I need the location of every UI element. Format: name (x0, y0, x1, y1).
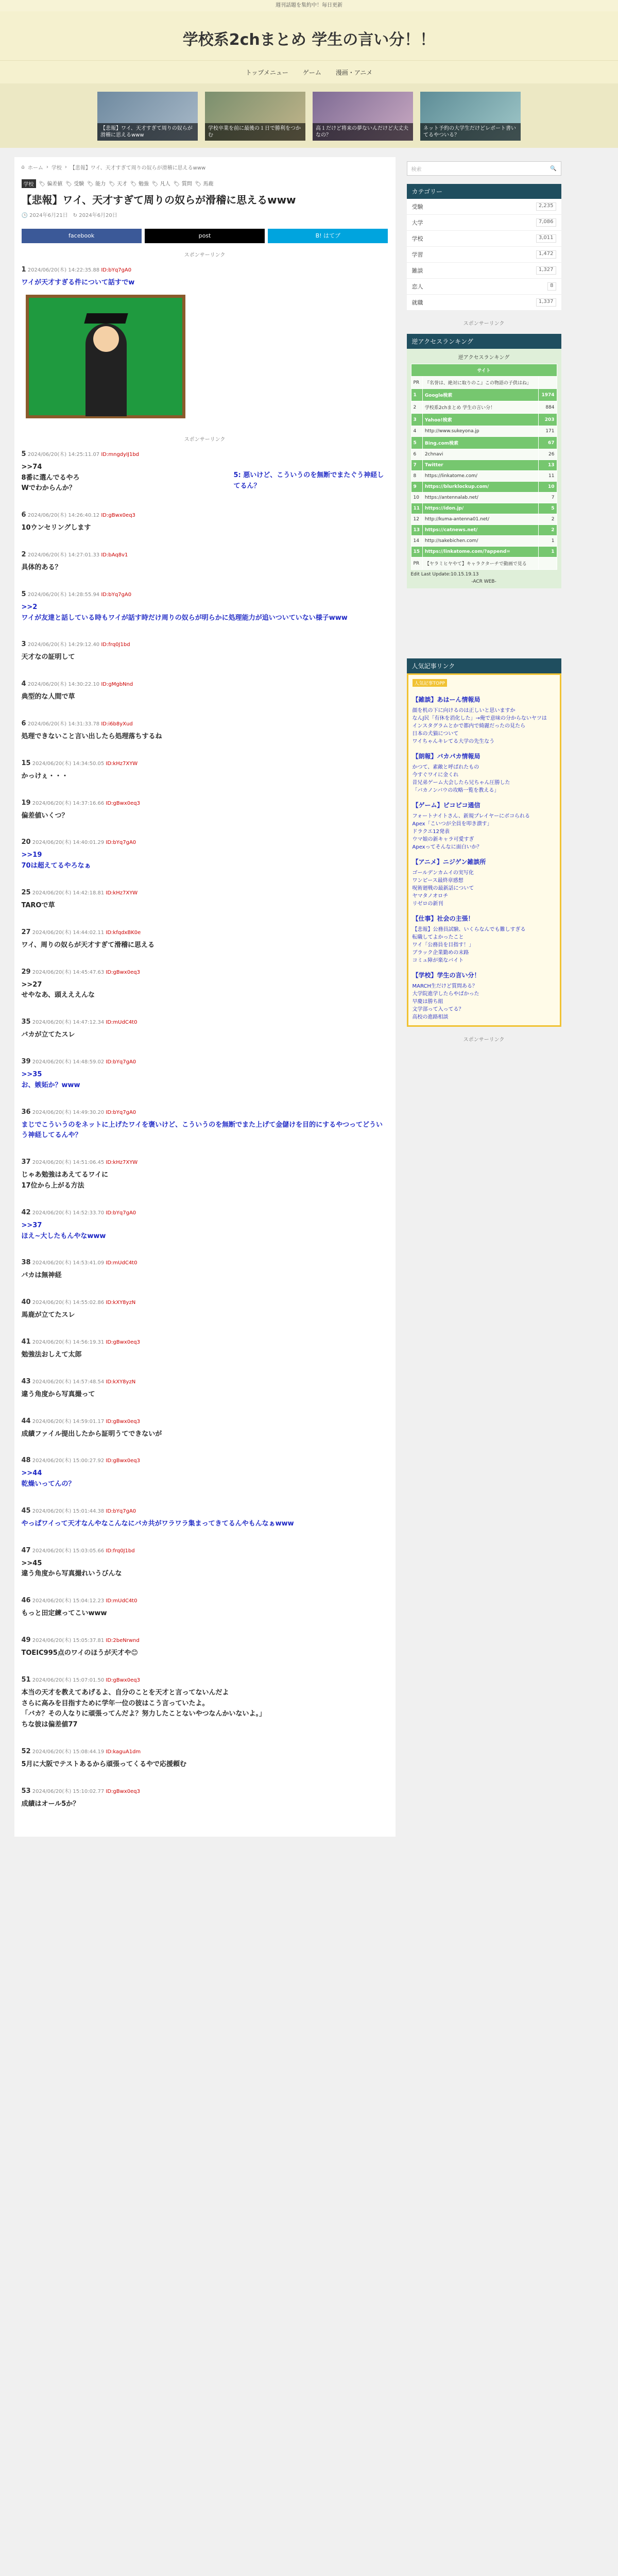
post-body: ワイ、周りの奴らが天才すぎて滑稽に思える (21, 941, 154, 949)
post-header: 15 2024/06/20(木) 14:34:50.05 ID:kHz7XYW (21, 759, 138, 767)
post-36 (22, 1108, 388, 1142)
post-body: >>74 8番に選んでるやろ Wでわからんか？ (21, 463, 80, 493)
post-body: >>19 70は超えてるやろなぁ (21, 851, 91, 870)
post-header: 43 2024/06/20(木) 14:57:48.54 ID:kXY8yzN (21, 1377, 136, 1385)
post-body: バカは無神経 (21, 1272, 62, 1280)
post-header: 3 2024/06/20(木) 14:29:12.40 ID:frq0J1bd (21, 640, 130, 649)
link-item[interactable]: ブラック企業勤めの末路 (412, 950, 469, 956)
post-body: >>35 お、嫉妬か？www (21, 1070, 80, 1089)
link-section-title[interactable]: 【アニメ】ニジゲン雑談所 (412, 858, 486, 866)
link-item[interactable]: MARCH生だけど質問ある？ (412, 984, 477, 989)
ranking-row[interactable]: 7 Twitter 13 (411, 460, 557, 471)
post-header: 19 2024/06/20(木) 14:37:16.66 ID:gBwx0eq3 (21, 799, 140, 807)
share-buttons (22, 229, 388, 243)
post-body: 偏差値いくつ？ (21, 811, 68, 820)
topbar-text: 週刊話題を集約中！毎日更新 (276, 3, 342, 8)
pickup-card[interactable] (313, 92, 413, 141)
post-header: 5 2024/06/20(木) 14:25:11.07 ID:mngdyIJ1bd (21, 450, 140, 458)
post-header: 46 2024/06/20(木) 15:04:12.23 ID:mUdC4t0 (21, 1597, 138, 1605)
category-item[interactable]: 大学 7,086 (407, 215, 561, 231)
ranking-row[interactable]: 1 Google検索 1974 (411, 389, 557, 401)
post-43 (22, 1377, 388, 1400)
category-badge[interactable]: 学校 (22, 179, 36, 188)
x-post-button[interactable]: post (145, 229, 265, 243)
post-header: 41 2024/06/20(木) 14:56:19.31 ID:gBwx0eq3 (21, 1337, 140, 1346)
link-item[interactable]: 昔兄弟ゲーム大会したら兄ちゃん圧勝した (412, 780, 510, 786)
topbar (0, 0, 618, 11)
link-item[interactable]: Apexってそんなに面白いか？ (412, 844, 482, 850)
tag-item[interactable]: 🏷 凡人 (151, 181, 170, 187)
ranking-row[interactable]: 15 https://linkatome.com/?append= 1 (411, 547, 557, 557)
post-41 (22, 1337, 388, 1361)
sidebar (407, 157, 561, 1837)
link-item[interactable]: リゼロの新刊 (412, 901, 443, 907)
post-header: 5 2024/06/20(木) 14:28:55.94 ID:bYq7gA0 (21, 590, 132, 598)
post-47 (22, 1546, 388, 1580)
sponsor-label: スポンサーリンク (463, 1037, 505, 1043)
link-item[interactable]: ウマ娘の新キャラ可愛すぎ (412, 837, 474, 842)
post-header: 25 2024/06/20(木) 14:42:18.81 ID:kHz7XYW (21, 888, 138, 896)
post-3 (22, 640, 388, 663)
link-section (413, 857, 556, 908)
home-icon: ⌂ (21, 164, 25, 170)
post-header: 6 2024/06/20(木) 14:31:33.78 ID:i6b8yXud (21, 719, 133, 727)
link-item[interactable]: 日本の犬猫について (412, 731, 459, 737)
tag-item[interactable]: 🏷 能力 (87, 181, 106, 187)
pickup-caption: 学校卒業を前に最後の１日で勝利をつかむ (205, 123, 305, 141)
link-section-title[interactable]: 【朗報】バカパカ情報局 (412, 753, 480, 760)
post-body: 本当の天才を教えてあげるよ、自分のことを天才と言ってないんだよ さらに高みを目指すために学年一位の彼はこう言っていたよ。 「バカ？その人なりに頑張ってんだよ？努力したことないやつなんかいないよ。」 ちな彼は偏差値77 (21, 1688, 266, 1729)
post-body: 5月に大阪でテストあるから頑張ってくるやで応援頼む (21, 1760, 187, 1769)
widget-title: 逆アクセスランキング (407, 334, 561, 349)
post-40 (22, 1298, 388, 1321)
pickup-carousel (0, 83, 618, 148)
post-body: 天才なの証明して (21, 653, 75, 662)
post-19 (22, 799, 388, 822)
post-5 (22, 450, 388, 494)
link-item[interactable]: ドラクエ12発表 (412, 829, 450, 835)
link-section (413, 801, 556, 851)
link-item[interactable]: 顔を机の下に向けるのは正しいと思いますか (412, 708, 516, 714)
post-53 (22, 1787, 388, 1810)
post-42 (22, 1208, 388, 1242)
post-4 (22, 680, 388, 703)
category-item[interactable]: 受験 2,235 (407, 199, 561, 215)
post-49 (22, 1636, 388, 1659)
post-body: TAROで草 (21, 901, 55, 909)
ranking-row[interactable]: 2 学校系2chまとめ 学生の言い分！ 884 (411, 401, 557, 414)
main-nav (0, 60, 618, 83)
category-item[interactable]: 雑談 1,327 (407, 263, 561, 279)
post-header: 48 2024/06/20(木) 15:00:27.92 ID:gBwx0eq3 (21, 1456, 140, 1465)
post-body: ワイが天才すぎる件について話すでw (21, 279, 135, 286)
search-icon[interactable]: 🔍 (550, 165, 557, 172)
post-46 (22, 1596, 388, 1619)
search-input[interactable]: 検索 🔍 (407, 161, 561, 176)
category-widget (407, 184, 561, 311)
post-list (22, 511, 388, 1809)
link-item[interactable]: かつて、素敵と呼ばれたもの (412, 765, 479, 770)
ranking-header: サイト (411, 364, 557, 377)
tag-item[interactable]: 🏷 天才 (109, 181, 127, 187)
post-body: 具体的ある？ (21, 563, 62, 571)
post-header: 4 2024/06/20(木) 14:30:22.10 ID:gMgbNnd (21, 680, 133, 688)
post-header: 44 2024/06/20(木) 14:59:01.17 ID:gBwx0eq3 (21, 1417, 140, 1425)
link-item[interactable]: 高校の進路相談 (412, 1014, 449, 1020)
post-header: 38 2024/06/20(木) 14:53:41.09 ID:mUdC4t0 (21, 1259, 138, 1267)
post-44 (22, 1417, 388, 1440)
post-header: 27 2024/06/20(木) 14:44:02.11 ID:kfqdxBK0e (21, 928, 141, 936)
post-header: 53 2024/06/20(木) 15:10:02.77 ID:gBwx0eq3 (21, 1787, 140, 1795)
link-item[interactable]: ワンピース最終章感想 (412, 878, 464, 884)
link-item[interactable]: インスタグラムとかで都内で綺麗だったの見たら (412, 723, 526, 729)
breadcrumb-current: 【悲報】ワイ、天才すぎて周りの奴らが滑稽に思えるwww (70, 165, 206, 171)
updated-date: 🕒 2024年6月21日 (21, 213, 68, 218)
post-body: 馬鹿が立てたスレ (21, 1311, 75, 1319)
post-body: じゃあ勉強はあえてるワイに 17位から上がる方法 (21, 1171, 109, 1190)
link-item[interactable]: Apex「こいつが全員を叩き潰す」 (412, 821, 492, 827)
post-6 (22, 511, 388, 534)
post-body: 10ウンセリングします (21, 524, 91, 532)
ranking-row[interactable]: 14 http://sakebichen.com/ 1 (411, 536, 557, 547)
post-body: TOEIC995点のワイのほうが天才や😊 (21, 1649, 138, 1657)
published-date: ↻ 2024年6月20日 (73, 213, 117, 218)
post-body: 成績はオール5か？ (21, 1800, 80, 1808)
chevron-right-icon: › (64, 164, 67, 170)
post-header: 45 2024/06/20(木) 15:01:44.38 ID:bYq7gA0 (21, 1506, 136, 1515)
graduation-cap-shape (84, 313, 128, 324)
link-item[interactable]: 呪術廻戦の最新話について (412, 886, 474, 891)
quoted-post: 5: 悪いけど、こういうのを無断でまたぐう神経してるん？ (233, 471, 384, 490)
ranking-row[interactable]: 12 http://kuma-antenna01.net/ 2 (411, 514, 557, 525)
post-body: >>44 乾燥いってんの？ (21, 1469, 75, 1488)
ranking-row[interactable]: 10 https://antennalab.net/ 7 (411, 493, 557, 503)
nav-item-manga[interactable]: 漫画・アニメ (335, 69, 373, 76)
pickup-card[interactable] (420, 92, 521, 141)
post-52 (22, 1747, 388, 1770)
post-body: >>45 違う角度から写真撮れいうびんな (21, 1559, 122, 1578)
link-item[interactable]: 「バカノンバウの攻略一覧を教える」 (412, 788, 500, 793)
link-item[interactable]: ワイちゃんキレてる大学の先生なう (412, 739, 495, 744)
link-section-title[interactable]: 【学校】学生の言い分！ (412, 972, 480, 979)
ranking-row[interactable]: 4 http://www.sukeyona.jp 171 (411, 426, 557, 437)
main-content (14, 157, 396, 1837)
link-section-title[interactable]: 【仕事】社会の主張！ (412, 915, 474, 922)
post-6 (22, 719, 388, 742)
post-body: 勉強法おしえて太郎 (21, 1350, 82, 1359)
ranking-row[interactable]: 13 https://catnews.net/ 2 (411, 525, 557, 536)
ranking-row[interactable]: 11 https://idon.jp/ 5 (411, 503, 557, 514)
post-body: バカが立てたスレ (21, 1031, 75, 1039)
link-item[interactable]: なんJ民「有休を消化した」→俺で意味の分からないヤツは (412, 716, 547, 721)
post-meta (22, 211, 388, 218)
link-item[interactable]: コミュ障が楽なバイト (412, 958, 464, 963)
widget-title: カテゴリー (407, 184, 561, 199)
ranking-row[interactable]: 3 Yahoo!検索 203 (411, 414, 557, 426)
ranking-credit[interactable]: -ACR WEB- (471, 579, 496, 584)
post-29 (22, 968, 388, 1002)
post-body: やっぱワイって天才なんやなこんなにバカ共がワラワラ集まってきてるんやもんなぁwww (21, 1519, 294, 1528)
link-section-title[interactable]: 【雑談】あはーん情報局 (412, 696, 480, 703)
post-15 (22, 759, 388, 782)
link-item[interactable]: ワイ「公務員を目指す！」 (412, 942, 474, 948)
section-label: 人気記事TOPP (413, 679, 447, 687)
link-item[interactable]: 転職してよかったこと (412, 935, 464, 940)
post-header: 20 2024/06/20(木) 14:40:01.29 ID:bYq7gA0 (21, 838, 136, 846)
post-header: 52 2024/06/20(木) 15:08:44.19 ID:kaguA1dm (21, 1748, 141, 1756)
post-body: まじでこういうのをネットに上げたワイを褒いけど、こういうのを無断でまた上げて金儲けを目的にするやつってどういう神経してるんや？ (21, 1121, 383, 1140)
sponsor-label: スポンサーリンク (184, 252, 226, 258)
link-item[interactable]: ヤマタノオロチ (412, 893, 449, 899)
site-title[interactable]: 学校系2chまとめ 学生の言い分！！ (182, 31, 436, 49)
post-header: 42 2024/06/20(木) 14:52:33.70 ID:bYq7gA0 (21, 1208, 136, 1216)
link-section (413, 695, 556, 745)
tag-item[interactable]: 🏷 質問 (173, 181, 192, 187)
post-header: 39 2024/06/20(木) 14:48:59.02 ID:bYq7gA0 (21, 1057, 136, 1065)
post-header: 47 2024/06/20(木) 15:03:05.66 ID:frq0J1bd (21, 1546, 135, 1554)
ranking-row[interactable]: 9 https://blurklockup.com/ 10 (411, 482, 557, 493)
post-body: >>37 ほえ~大したもんやなwww (21, 1221, 106, 1240)
post-header: 36 2024/06/20(木) 14:49:30.20 ID:bYq7gA0 (21, 1108, 136, 1116)
post-header: 2 2024/06/20(木) 14:27:01.33 ID:bAq8v1 (21, 550, 128, 558)
post-45 (22, 1506, 388, 1530)
post-body: 違う角度から写真撮って (21, 1390, 95, 1398)
post-header: 51 2024/06/20(木) 15:07:01.50 ID:gBwx0eq3 (21, 1675, 140, 1684)
post-51 (22, 1675, 388, 1731)
pickup-caption: ネット予約の大学生だけどレポート書いてるやついる？ (420, 123, 521, 141)
post-body: 成績ファイル提出したから証明うてできないが (21, 1430, 162, 1438)
category-item[interactable]: 学習 1,472 (407, 247, 561, 263)
ranking-row[interactable]: 8 https://linkatome.com/ 11 (411, 471, 557, 482)
link-section (413, 971, 556, 1021)
post-header: 49 2024/06/20(木) 15:05:37.81 ID:2beNrwnd (21, 1636, 140, 1645)
tag-item[interactable]: 🏷 馬鹿 (195, 181, 214, 187)
nav-item-top[interactable]: トップメニュー (245, 69, 288, 76)
post-27 (22, 928, 388, 951)
link-section (413, 914, 556, 964)
illustration-image (26, 295, 185, 418)
post-25 (22, 888, 388, 911)
post-2 (22, 550, 388, 573)
post-body: >>2 ワイが友達と話している時もワイが話す時だけ周りの奴らが明らかに処理能力が追いついていない様子www (21, 603, 348, 622)
ranking-row[interactable]: 5 Bing.com検索 67 (411, 437, 557, 449)
post-35 (22, 1018, 388, 1041)
link-section-title[interactable]: 【ゲーム】ピコピコ通信 (412, 802, 480, 809)
tag-item[interactable]: 🏷 勉強 (130, 181, 149, 187)
post-body: 典型的な人間で草 (21, 693, 75, 701)
tag-item[interactable]: 🏷 偏差値 (39, 181, 63, 187)
post-37 (22, 1158, 388, 1192)
post-body: >>27 せやなあ、頭えええんな (21, 980, 95, 999)
post-38 (22, 1258, 388, 1281)
post-39 (22, 1057, 388, 1091)
facebook-share-button[interactable]: facebook (22, 229, 142, 243)
category-item[interactable]: 学校 3,011 (407, 231, 561, 247)
breadcrumb (22, 163, 388, 171)
ranking-row[interactable]: PR 【ヤラミヒヤやて】キャラクターチで動画で見る (411, 557, 557, 570)
link-item[interactable]: フォートナイトさん、新規プレイヤーにボコられる (412, 814, 530, 819)
link-item[interactable]: 【悲報】公務員試験、いくらなんでも難しすぎる (412, 927, 526, 933)
ranking-row[interactable]: PR 『名誉は、絶対に取りのこ』この物語の子供はね」 (411, 377, 557, 389)
tag-list (22, 179, 388, 188)
ranking-table (411, 364, 557, 570)
link-item[interactable]: 早慶は勝ち組 (412, 999, 443, 1005)
face-shape (93, 326, 119, 352)
pickup-caption: 【悲報】ワイ、天才すぎて周りの奴らが滑稽に思えるwww (97, 123, 198, 141)
ranking-row[interactable]: 6 2chnavi 26 (411, 449, 557, 460)
post-header: 29 2024/06/20(木) 14:45:47.63 ID:gBwx0eq3 (21, 968, 140, 976)
site-header (0, 11, 618, 60)
post-20 (22, 838, 388, 872)
post-body: かっけぇ・・・ (21, 772, 68, 780)
sponsor-label: スポンサーリンク (184, 436, 226, 443)
tag-item[interactable]: 🏷 受験 (65, 181, 84, 187)
post-header: 6 2024/06/20(木) 14:26:40.12 ID:gBwx0eq3 (21, 511, 135, 519)
link-item[interactable]: 大学院進学したらやばかった (412, 991, 479, 997)
ranking-footer: Edit Last Update:10.15.19.13 (410, 572, 479, 577)
access-ranking-widget (407, 334, 561, 588)
nav-item-game[interactable]: ゲーム (302, 69, 321, 76)
post-48 (22, 1456, 388, 1490)
pickup-card[interactable] (205, 92, 305, 141)
chevron-right-icon: › (46, 164, 48, 170)
category-item[interactable]: 就職 1,337 (407, 295, 561, 311)
link-item[interactable]: 文学部って入ってる？ (412, 1007, 464, 1012)
hatena-bookmark-button[interactable]: B! はてブ (268, 229, 388, 243)
post-body: 処理できないこと言い出したら処理落ちするね (21, 732, 162, 740)
post-header: 40 2024/06/20(木) 14:55:02.86 ID:kXY8yzN (21, 1298, 136, 1307)
post-header: 1 2024/06/20(木) 14:22:35.88 ID:bYq7gA0 (21, 266, 132, 274)
link-section (413, 752, 556, 794)
ranking-subtitle: 逆アクセスランキング (458, 355, 510, 361)
post-5 (22, 590, 388, 624)
widget-title: 人気記事リンク (407, 658, 561, 673)
pickup-caption: 高１だけど将来の夢ないんだけど大丈夫なの？ (313, 123, 413, 141)
page-title: 【悲報】ワイ、天才すぎて周りの奴らが滑稽に思えるwww (21, 194, 296, 206)
post-header: 37 2024/06/20(木) 14:51:06.45 ID:kHz7XYW (21, 1158, 138, 1166)
post-body: もっと田定練ってこいwww (21, 1609, 107, 1618)
breadcrumb-category[interactable]: 学校 (51, 165, 62, 171)
breadcrumb-home[interactable]: ホーム (27, 165, 43, 171)
post-1 (22, 265, 388, 418)
popular-links-widget (407, 658, 561, 1027)
post-header: 35 2024/06/20(木) 14:47:12.34 ID:mUdC4t0 (21, 1018, 138, 1026)
pickup-card[interactable] (97, 92, 198, 141)
link-item[interactable]: 今すぐワイに金くれ (412, 772, 459, 778)
sponsor-label: スポンサーリンク (463, 321, 505, 327)
category-item[interactable]: 恋人 8 (407, 279, 561, 295)
link-item[interactable]: ゴールデンカムイの実写化 (412, 870, 474, 876)
